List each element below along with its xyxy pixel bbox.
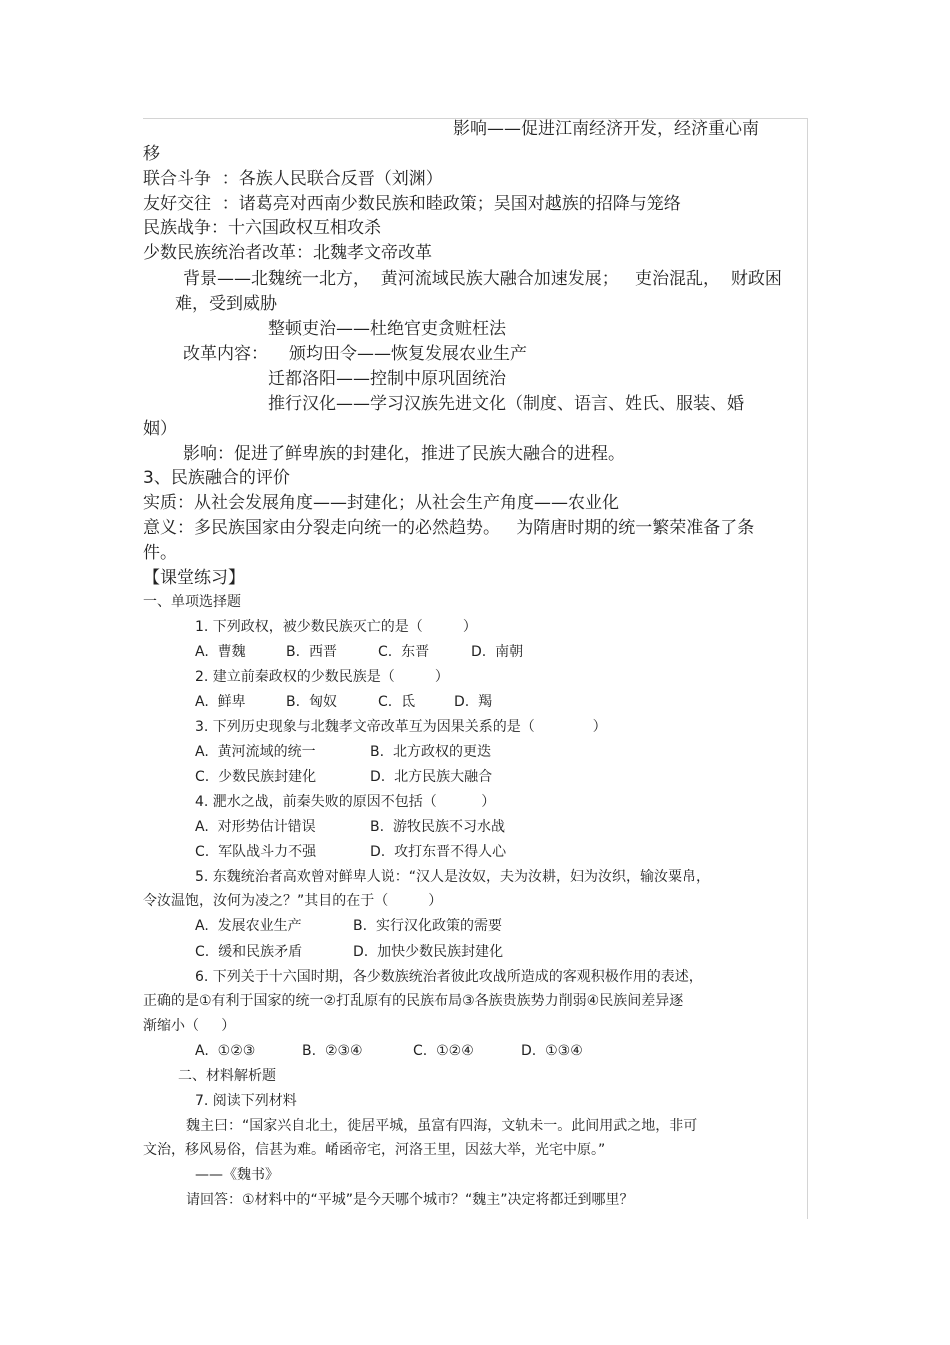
question-7: 7. 阅读下列材料	[195, 1093, 297, 1109]
q7-quote-cont: 文治，移风易俗，信甚为难。崤函帝宅，河洛王里，因兹大举，光宅中原。”	[143, 1142, 606, 1158]
reform-item-4: 推行汉化——学习汉族先进文化（制度、语言、姓氏、服装、婚	[268, 394, 744, 414]
q5-option-c: C. 缓和民族矛盾	[195, 944, 303, 960]
q2-option-a: A. 鲜卑	[195, 694, 246, 710]
q3-option-a: A. 黄河流域的统一	[195, 744, 316, 760]
reform-content-label: 改革内容：	[183, 344, 268, 364]
reform-title: 少数民族统治者改革：北魏孝文帝改革	[143, 243, 432, 263]
q4-option-a: A. 对形势估计错误	[195, 819, 316, 835]
q6-option-c: C. ①②④	[413, 1043, 474, 1059]
reform-item-4-cont: 姻）	[143, 419, 177, 439]
influence-line-1: 影响——促进江南经济开发，经济重心南	[453, 119, 759, 139]
q3-option-d: D. 北方民族大融合	[370, 769, 493, 785]
ethnic-war: 民族战争：十六国政权互相攻杀	[143, 218, 381, 238]
question-2: 2. 建立前秦政权的少数民族是（ ）	[195, 669, 449, 685]
background-line: 背景——北魏统一北方， 黄河流域民族大融合加速发展； 吏治混乱， 财政困	[183, 269, 782, 289]
meaning-line-cont: 件。	[143, 543, 177, 563]
section-3-heading: 3、民族融合的评价	[143, 468, 290, 488]
q5-option-d: D. 加快少数民族封建化	[353, 944, 504, 960]
friendly-exchange: 友好交往 ：诸葛亮对西南少数民族和睦政策；吴国对越族的招降与笼络	[143, 194, 681, 214]
joint-struggle: 联合斗争 ：各族人民联合反晋（刘渊）	[143, 169, 443, 189]
q1-option-d: D. 南朝	[471, 644, 524, 660]
meaning-line: 意义：多民族国家由分裂走向统一的必然趋势。 为隋唐时期的统一繁荣准备了条	[143, 518, 755, 538]
question-1: 1. 下列政权，被少数民族灭亡的是（ ）	[195, 619, 477, 635]
reform-item-3: 迁都洛阳——控制中原巩固统治	[268, 369, 506, 389]
q7-quote: 魏主曰：“国家兴自北土，徙居平城，虽富有四海，文轨未一。此间用武之地，非可	[186, 1118, 698, 1134]
question-6-cont-2: 渐缩小（ ）	[143, 1018, 236, 1034]
q1-option-a: A. 曹魏	[195, 644, 246, 660]
q6-option-d: D. ①③④	[521, 1043, 583, 1059]
q6-option-a: A. ①②③	[195, 1043, 256, 1059]
reform-item-1: 整顿吏治——杜绝官吏贪赃枉法	[268, 319, 506, 339]
question-6: 6. 下列关于十六国时期，各少数族统治者彼此攻战所造成的客观积极作用的表述，	[195, 969, 703, 985]
q2-option-b: B. 匈奴	[286, 694, 337, 710]
question-3: 3. 下列历史现象与北魏孝文帝改革互为因果关系的是（ ）	[195, 719, 607, 735]
q2-option-d: D. 羯	[454, 694, 493, 710]
q4-option-d: D. 攻打东晋不得人心	[370, 844, 507, 860]
q7-source: ——《魏书》	[195, 1167, 279, 1183]
q1-option-b: B. 西晋	[286, 644, 337, 660]
question-4: 4. 淝水之战，前秦失败的原因不包括（ ）	[195, 794, 496, 810]
q2-option-c: C. 氐	[378, 694, 416, 710]
q6-option-b: B. ②③④	[302, 1043, 363, 1059]
part-2-heading: 二、材料解析题	[178, 1068, 276, 1084]
question-6-cont-1: 正确的是①有利于国家的统一②打乱原有的民族布局③各族贵族势力削弱④民族间差异逐	[143, 993, 684, 1009]
q4-option-b: B. 游牧民族不习水战	[370, 819, 505, 835]
question-5: 5. 东魏统治者高欢曾对鲜卑人说：“汉人是汝奴，夫为汝耕，妇为汝织，输汝粟帛，	[195, 869, 711, 885]
practice-heading: 【课堂练习】	[143, 568, 245, 588]
q5-option-a: A. 发展农业生产	[195, 918, 302, 934]
influence-line-1-cont: 移	[143, 144, 160, 164]
q3-option-b: B. 北方政权的更迭	[370, 744, 491, 760]
question-5-cont: 令汝温饱，汝何为凌之？”其目的在于（ ）	[143, 893, 443, 909]
background-line-cont: 难，受到威胁	[175, 294, 277, 314]
q4-option-c: C. 军队战斗力不强	[195, 844, 317, 860]
q3-option-c: C. 少数民族封建化	[195, 769, 317, 785]
essence-line: 实质：从社会发展角度——封建化；从社会生产角度——农业化	[143, 493, 619, 513]
q5-option-b: B. 实行汉化政策的需要	[353, 918, 502, 934]
influence-line-2: 影响：促进了鲜卑族的封建化，推进了民族大融合的进程。	[183, 444, 625, 464]
q1-option-c: C. 东晋	[378, 644, 430, 660]
q7-question: 请回答：①材料中的“平城”是今天哪个城市？“魏主”决定将都迁到哪里？	[186, 1192, 634, 1208]
reform-item-2: 颁均田令——恢复发展农业生产	[289, 344, 527, 364]
part-1-heading: 一、单项选择题	[143, 594, 241, 610]
